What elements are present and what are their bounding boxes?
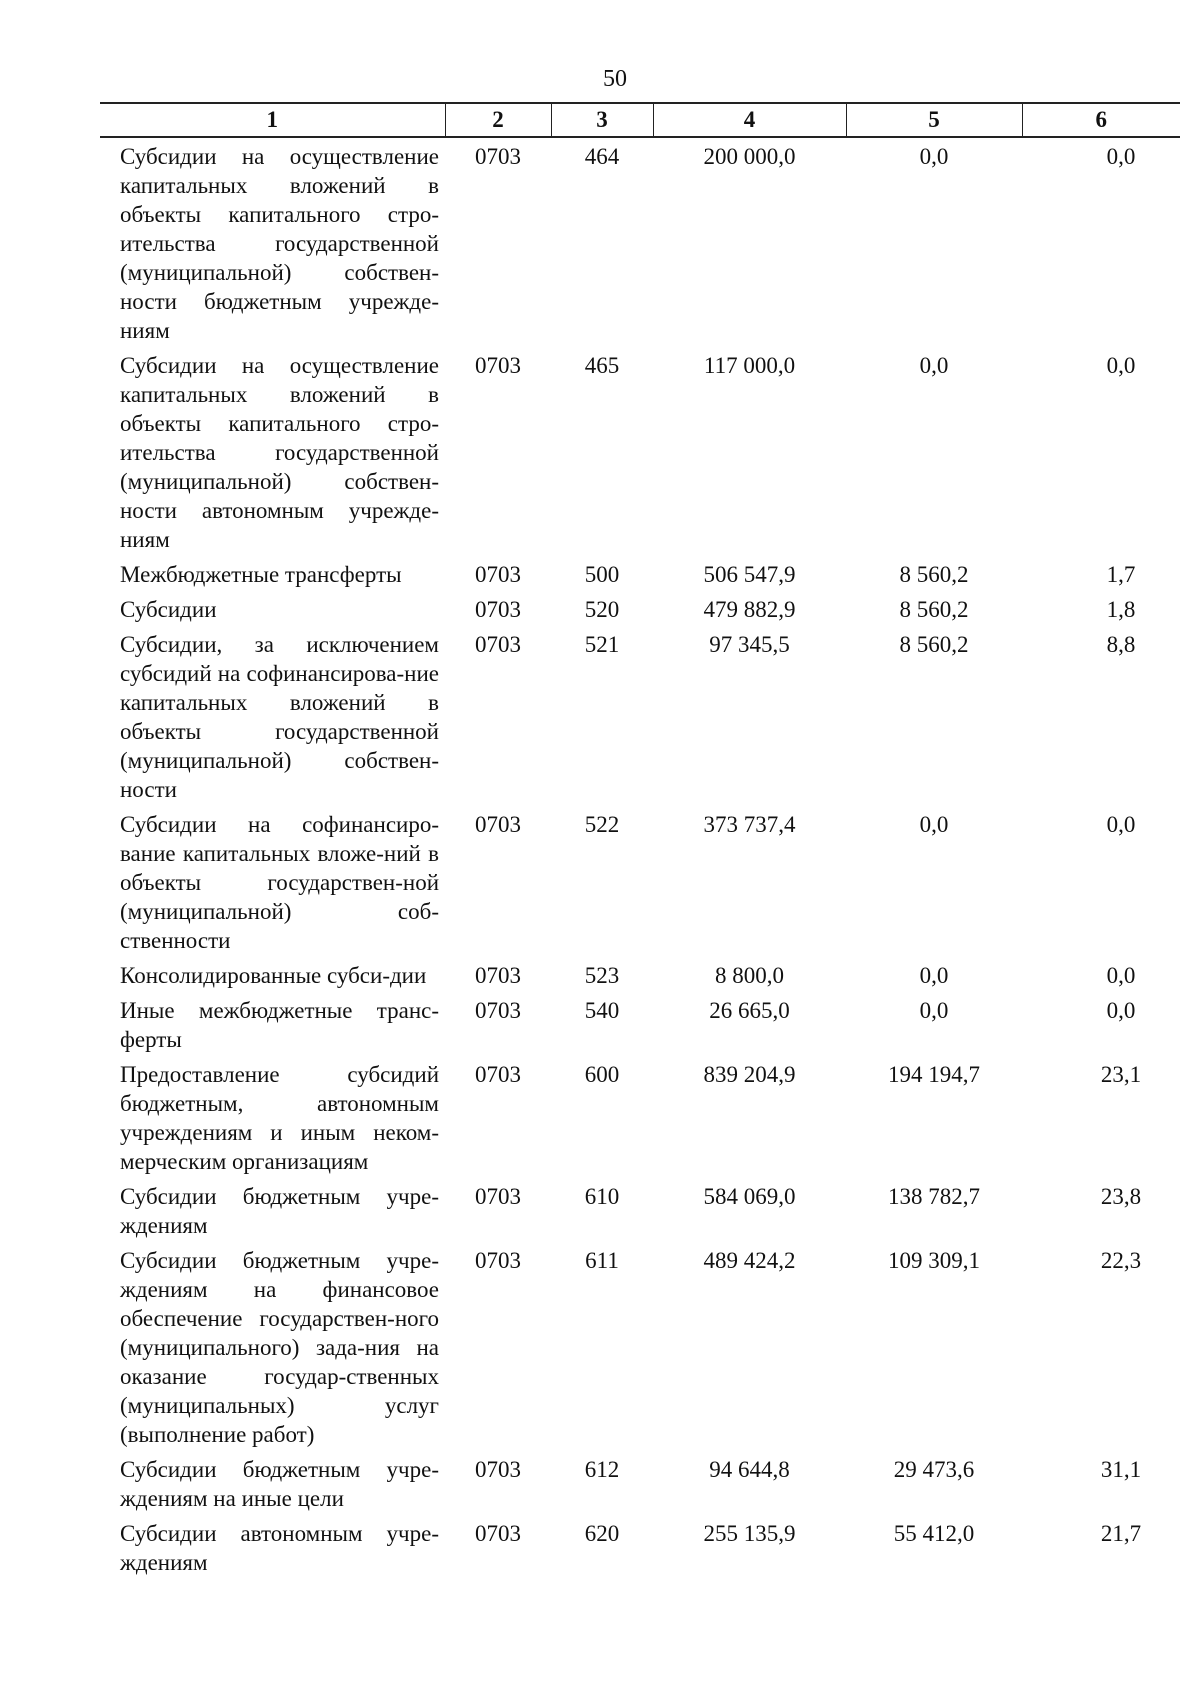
row-plan-amount-cell: 200 000,0 — [703, 144, 796, 169]
row-executed-amount-cell: 8 560,2 — [899, 632, 969, 657]
table-body — [100, 137, 1180, 1579]
budget-table — [100, 102, 1180, 1579]
row-section-code-cell: 0703 — [475, 1521, 521, 1546]
row-section-code-cell: 0703 — [475, 597, 521, 622]
row-percent-cell: 0,0 — [1106, 998, 1136, 1023]
table-row — [100, 1178, 1180, 1242]
table-row — [100, 806, 1180, 957]
row-executed-amount-cell: 138 782,7 — [888, 1184, 980, 1209]
row-expense-type-cell: 523 — [584, 963, 620, 988]
page-number: 50 — [603, 66, 627, 92]
row-executed-amount-cell: 0,0 — [919, 353, 949, 378]
row-section-code-cell: 0703 — [475, 562, 521, 587]
row-executed-amount-cell: 29 473,6 — [893, 1457, 975, 1482]
row-section-code-cell: 0703 — [475, 1062, 521, 1087]
row-percent-cell: 23,8 — [1100, 1184, 1142, 1209]
table-row — [100, 556, 1180, 591]
row-percent-cell: 0,0 — [1106, 812, 1136, 837]
row-plan-amount-cell: 479 882,9 — [703, 597, 796, 622]
row-expense-type-cell: 611 — [585, 1248, 619, 1273]
row-expense-type-cell: 612 — [584, 1457, 620, 1482]
row-expense-type-cell: 500 — [584, 562, 620, 587]
row-name-cell: Иные межбюджетные транс-ферты — [120, 998, 439, 1052]
row-plan-amount-cell: 255 135,9 — [703, 1521, 796, 1546]
row-percent-cell: 0,0 — [1106, 963, 1136, 988]
table-row — [100, 1056, 1180, 1178]
row-executed-amount-cell: 8 560,2 — [899, 562, 969, 587]
row-executed-amount-cell: 0,0 — [919, 812, 949, 837]
row-name-cell: Консолидированные субси-дии — [120, 963, 427, 988]
row-name-cell: Субсидии автономным учре-ждениям — [120, 1521, 439, 1575]
row-percent-cell: 31,1 — [1100, 1457, 1142, 1482]
row-percent-cell: 0,0 — [1106, 353, 1136, 378]
row-section-code-cell: 0703 — [475, 144, 521, 169]
row-expense-type-cell: 600 — [584, 1062, 620, 1087]
table-row — [100, 1515, 1180, 1579]
row-section-code-cell: 0703 — [475, 632, 521, 657]
row-name-cell: Субсидии бюджетным учре-ждениям — [120, 1184, 439, 1238]
row-section-code-cell: 0703 — [475, 812, 521, 837]
row-plan-amount-cell: 97 345,5 — [709, 632, 790, 657]
row-percent-cell: 8,8 — [1106, 632, 1136, 657]
row-expense-type-cell: 465 — [584, 353, 620, 378]
row-percent-cell: 1,7 — [1106, 562, 1136, 587]
row-name-cell: Субсидии на софинансиро-вание капитальных вложе-ний в объекты государствен-ной (муниципальной) соб-ственности — [120, 812, 439, 953]
row-section-code-cell: 0703 — [475, 1457, 521, 1482]
header-col-5: 5 — [846, 103, 1022, 137]
row-name-cell: Межбюджетные трансферты — [120, 562, 402, 587]
row-plan-amount-cell: 8 800,0 — [715, 963, 784, 988]
row-name-cell: Предоставление субсидий бюджетным, автономным учреждениям и иным неком-мерческим организациям — [120, 1062, 439, 1174]
row-executed-amount-cell: 194 194,7 — [888, 1062, 980, 1087]
row-percent-cell: 0,0 — [1106, 144, 1136, 169]
row-expense-type-cell: 610 — [584, 1184, 620, 1209]
row-plan-amount-cell: 117 000,0 — [703, 353, 796, 378]
budget-table-container — [100, 102, 1180, 1579]
header-col-6: 6 — [1022, 103, 1180, 137]
header-col-3: 3 — [551, 103, 653, 137]
row-percent-cell: 23,1 — [1100, 1062, 1142, 1087]
row-plan-amount-cell: 584 069,0 — [703, 1184, 796, 1209]
table-row — [100, 1451, 1180, 1515]
row-name-cell: Субсидии, за исключением субсидий на софинансирова-ние капитальных вложений в объекты государственной (муниципальной) собствен-ности — [120, 632, 439, 802]
table-row — [100, 137, 1180, 347]
header-col-1: 1 — [100, 103, 445, 137]
row-plan-amount-cell: 94 644,8 — [709, 1457, 790, 1482]
header-col-4: 4 — [653, 103, 846, 137]
row-executed-amount-cell: 55 412,0 — [893, 1521, 975, 1546]
row-expense-type-cell: 464 — [584, 144, 620, 169]
row-expense-type-cell: 522 — [584, 812, 620, 837]
row-expense-type-cell: 520 — [584, 597, 620, 622]
row-plan-amount-cell: 26 665,0 — [709, 998, 790, 1023]
table-row — [100, 626, 1180, 806]
row-section-code-cell: 0703 — [475, 998, 521, 1023]
row-executed-amount-cell: 8 560,2 — [899, 597, 969, 622]
row-name-cell: Субсидии бюджетным учре-ждениям на иные цели — [120, 1457, 439, 1511]
row-section-code-cell: 0703 — [475, 963, 521, 988]
row-plan-amount-cell: 506 547,9 — [703, 562, 796, 587]
row-expense-type-cell: 521 — [584, 632, 620, 657]
row-section-code-cell: 0703 — [475, 353, 521, 378]
table-row — [100, 591, 1180, 626]
row-section-code-cell: 0703 — [475, 1184, 521, 1209]
row-name-cell: Субсидии бюджетным учре-ждениям на финансовое обеспечение государствен-ного (муниципального) зада-ния на оказание государ-ственных (муниципальных) услуг (выполнение работ) — [120, 1248, 439, 1447]
row-executed-amount-cell: 0,0 — [919, 144, 949, 169]
table-row — [100, 992, 1180, 1056]
table-header — [100, 103, 1180, 137]
header-col-2: 2 — [445, 103, 551, 137]
row-name-cell: Субсидии на осуществление капитальных вложений в объекты капитального стро-ительства государственной (муниципальной) собствен-ности бюджетным учрежде-ниям — [120, 144, 439, 343]
row-executed-amount-cell: 109 309,1 — [888, 1248, 980, 1273]
table-row — [100, 957, 1180, 992]
row-executed-amount-cell: 0,0 — [919, 963, 949, 988]
row-plan-amount-cell: 489 424,2 — [703, 1248, 796, 1273]
row-expense-type-cell: 540 — [584, 998, 620, 1023]
row-percent-cell: 1,8 — [1106, 597, 1136, 622]
table-row — [100, 347, 1180, 556]
row-plan-amount-cell: 373 737,4 — [703, 812, 796, 837]
row-expense-type-cell: 620 — [584, 1521, 620, 1546]
row-section-code-cell: 0703 — [475, 1248, 521, 1273]
row-plan-amount-cell: 839 204,9 — [703, 1062, 796, 1087]
table-row — [100, 1242, 1180, 1451]
row-executed-amount-cell: 0,0 — [919, 998, 949, 1023]
row-percent-cell: 21,7 — [1100, 1521, 1142, 1546]
row-name-cell: Субсидии — [120, 597, 217, 622]
row-percent-cell: 22,3 — [1100, 1248, 1142, 1273]
row-name-cell: Субсидии на осуществление капитальных вложений в объекты капитального стро-ительства государственной (муниципальной) собствен-ности автономным учрежде-ниям — [120, 353, 439, 552]
